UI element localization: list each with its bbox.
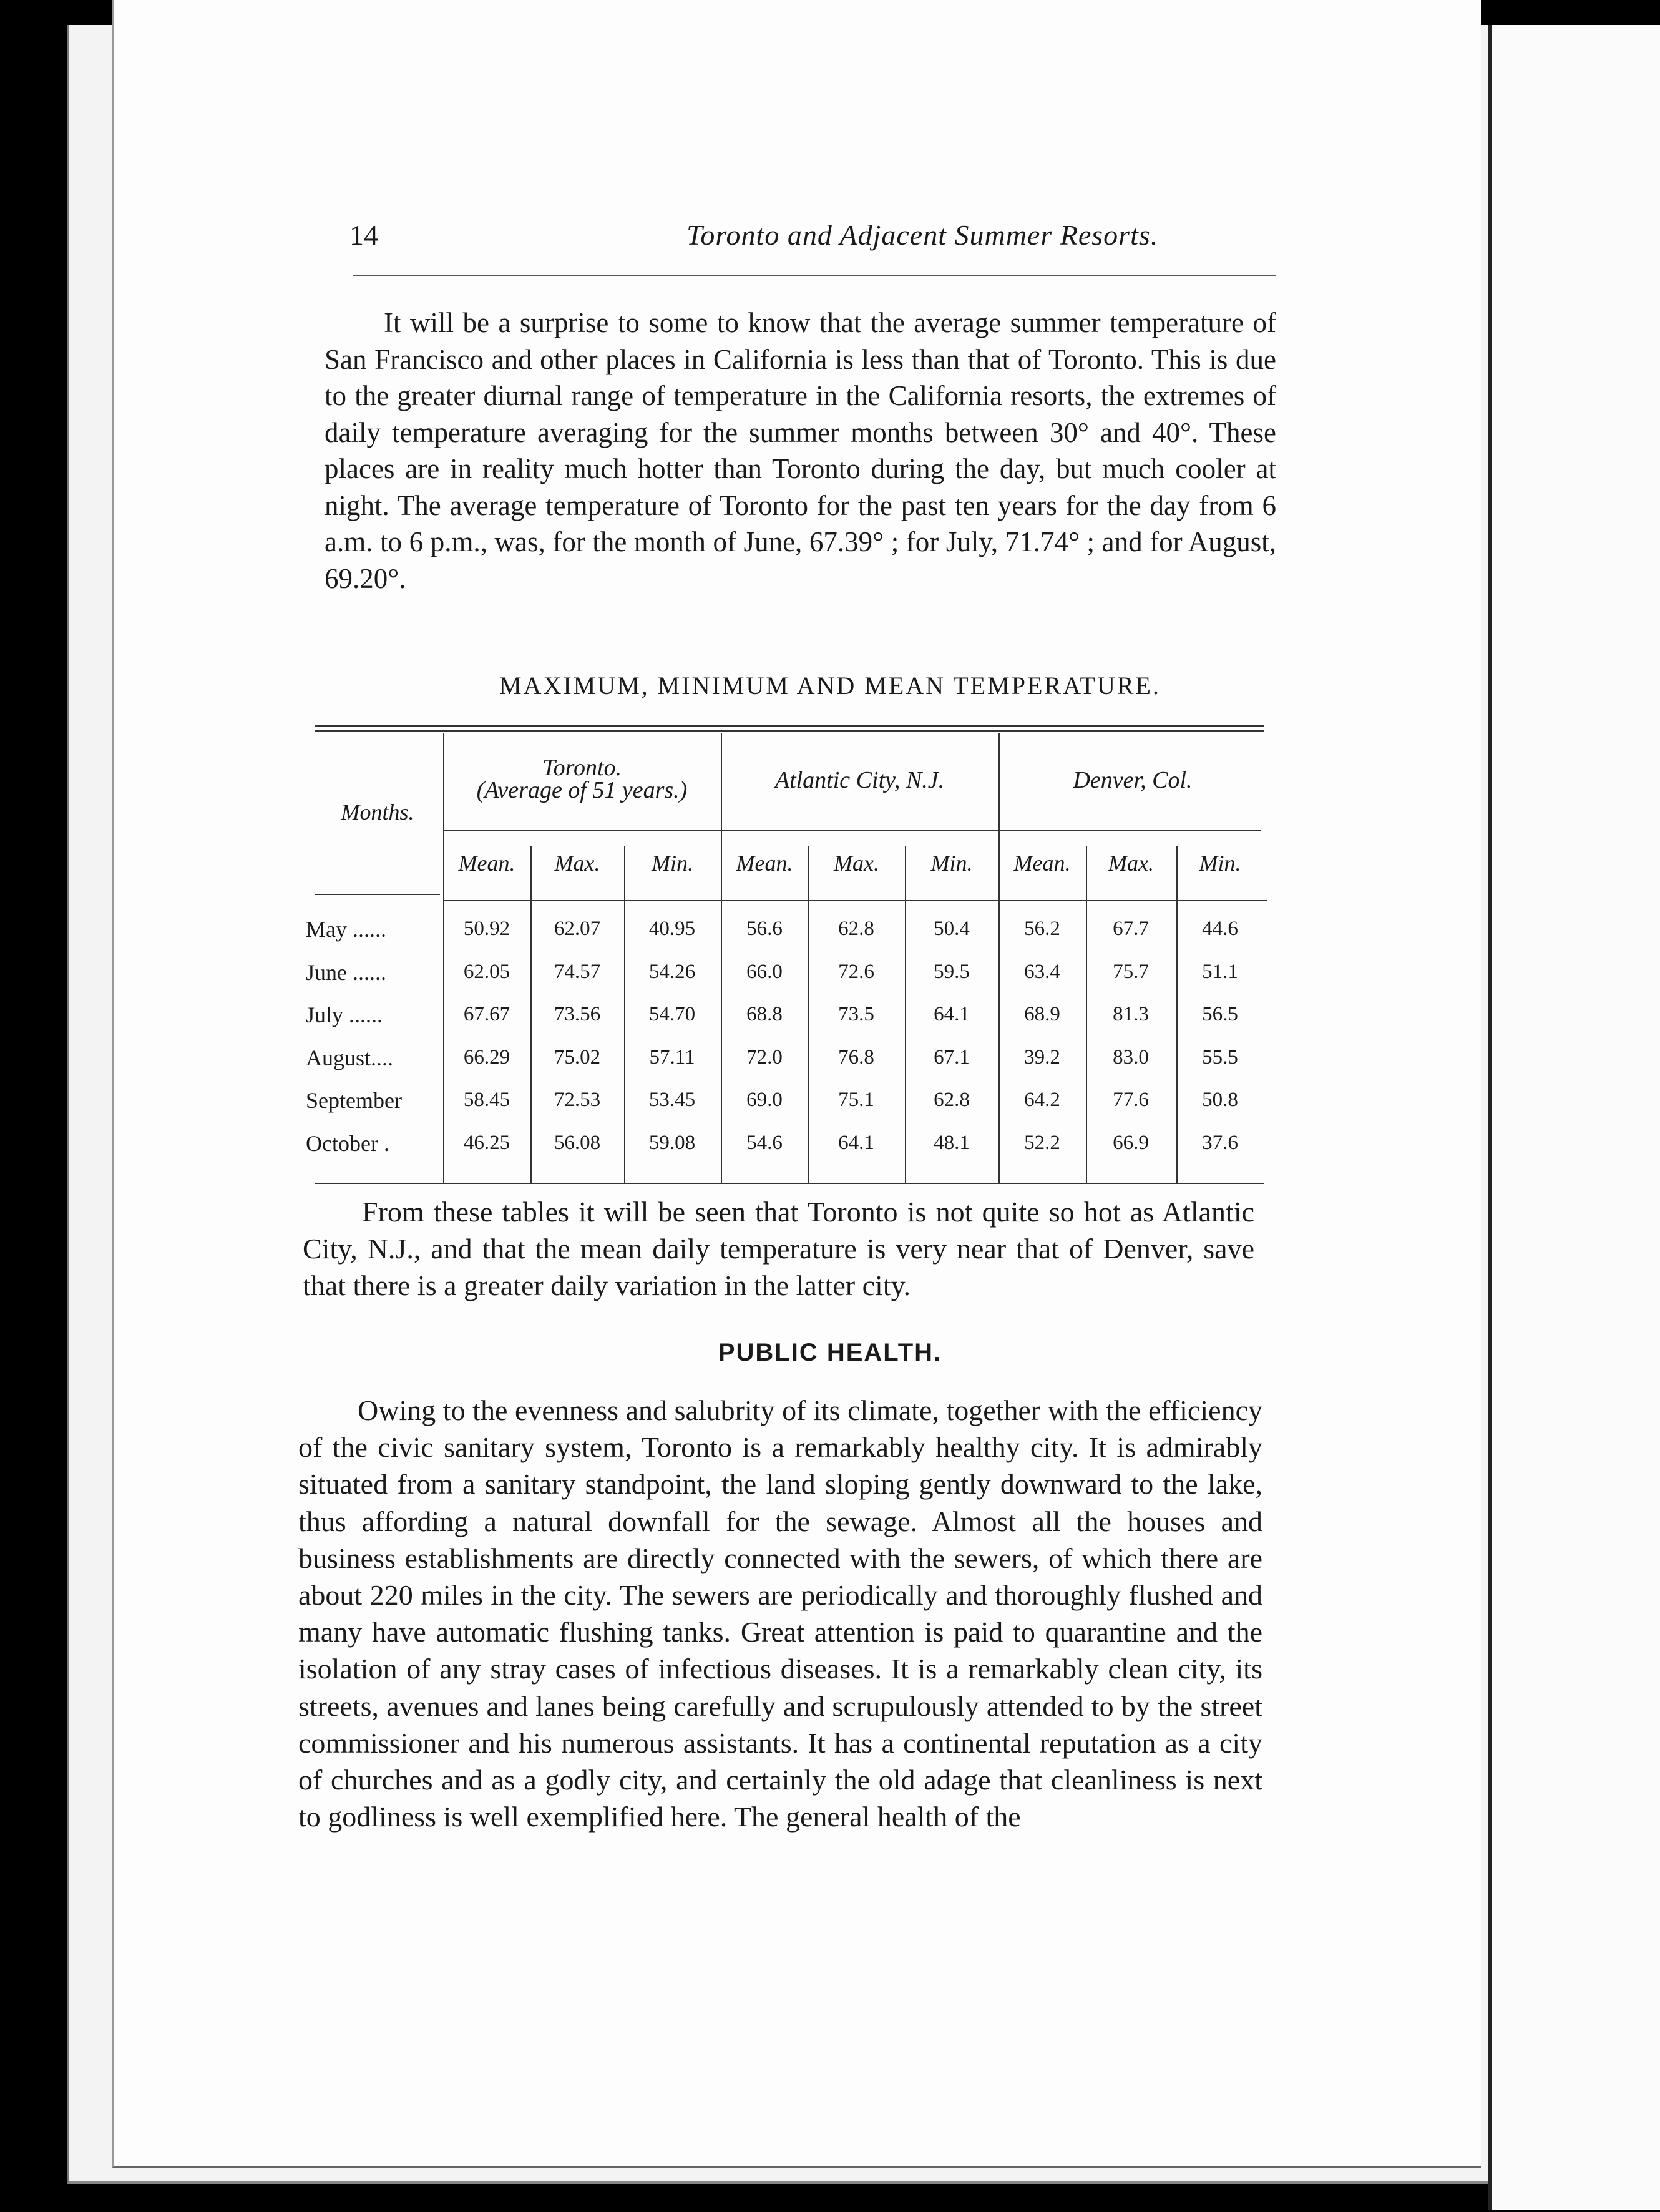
- subheader: Mean.: [458, 851, 515, 876]
- table-cell: 53.45: [648, 1089, 696, 1111]
- header-rule: [353, 275, 1276, 276]
- table-cell: 72.53: [554, 1089, 601, 1111]
- city-name: Atlantic City, N.J.: [774, 767, 945, 793]
- col-divider: [624, 846, 625, 1183]
- table-cell: 50.8: [1202, 1089, 1238, 1111]
- table-cell: 59.5: [934, 960, 970, 983]
- table-cell: 64.1: [838, 1131, 874, 1154]
- table-cell: 75.1: [838, 1089, 874, 1111]
- table-cell: 52.2: [1024, 1131, 1060, 1154]
- col-divider: [530, 846, 532, 1183]
- subheader: Max.: [834, 851, 879, 876]
- table-cell: 37.6: [1202, 1131, 1238, 1154]
- table-cell: 62.8: [934, 1089, 970, 1111]
- table-cell: 51.1: [1202, 960, 1238, 983]
- city-name: Toronto.: [542, 755, 622, 781]
- table-cell: 76.8: [838, 1045, 874, 1069]
- table-cell: 66.9: [1113, 1131, 1149, 1154]
- table-cell: 56.2: [1024, 918, 1060, 940]
- temperature-table: [306, 718, 1270, 1186]
- table-cell: 54.26: [648, 960, 696, 983]
- table-cell: 74.57: [554, 960, 601, 983]
- table-cell: 72.0: [746, 1045, 783, 1069]
- table-cell: 59.08: [648, 1131, 696, 1154]
- table-cell: 55.5: [1202, 1045, 1238, 1069]
- months-header-rule: [315, 894, 440, 895]
- table-cell: 83.0: [1113, 1045, 1149, 1069]
- table-cell: 48.1: [934, 1131, 970, 1154]
- city-header-rule: [443, 830, 1261, 831]
- month-label: July ......: [306, 1002, 383, 1027]
- table-cell: 50.4: [934, 918, 970, 940]
- city-header-denver: [998, 769, 1267, 791]
- col-divider: [1176, 846, 1178, 1183]
- subheader: Mean.: [736, 851, 793, 876]
- subheader: Min.: [930, 851, 973, 876]
- table-cell: 73.5: [838, 1003, 874, 1025]
- month-label: May ......: [306, 917, 386, 942]
- table-cell: 57.11: [649, 1045, 695, 1069]
- table-cell: 67.67: [463, 1003, 510, 1025]
- table-top-rule-2: [315, 730, 1264, 732]
- table-cell: 44.6: [1202, 918, 1238, 940]
- city-header-toronto: [443, 756, 721, 801]
- table-cell: 58.45: [463, 1089, 510, 1111]
- table-cell: 75.02: [554, 1045, 601, 1069]
- table-cell: 46.25: [463, 1131, 510, 1154]
- table-cell: 50.92: [463, 918, 510, 940]
- table-cell: 68.9: [1024, 1003, 1060, 1025]
- months-header: Months.: [341, 800, 414, 825]
- subheader: Min.: [1199, 851, 1241, 876]
- month-label: October .: [306, 1130, 389, 1156]
- subheader: Mean.: [1013, 851, 1071, 876]
- table-cell: 56.6: [746, 918, 783, 940]
- table-cell: 67.1: [934, 1045, 970, 1069]
- subheader: Max.: [554, 851, 600, 876]
- table-top-rule: [315, 725, 1264, 727]
- table-cell: 68.8: [746, 1003, 783, 1025]
- month-label: August....: [306, 1045, 394, 1070]
- table-cell: 64.1: [934, 1003, 970, 1025]
- after-table-paragraph: From these tables it will be seen that Toronto is not quite so hot as Atlantic City, N.J., and that the mean daily temperature is very near that of Denver, save that there is a greater daily variation in the latter city.: [303, 1196, 1254, 1301]
- table-cell: 67.7: [1113, 918, 1149, 940]
- col-divider: [905, 846, 906, 1183]
- table-title: MAXIMUM, MINIMUM AND MEAN TEMPERATURE.: [499, 672, 1161, 700]
- running-head: [250, 218, 1279, 262]
- col-divider: [808, 846, 809, 1183]
- city-header-atlantic-city: [721, 769, 998, 791]
- public-health-paragraph: Owing to the evenness and salubrity of its climate, together with the efficiency of the civic sanitary system, Toronto is a remarkably healthy city. It is admirably situated from a sanitary standpoint, the land sloping gently downward to the lake, thus affording a natural downfall for the sewage. Almost all the houses and business establishments are directly connected with the sewers, of which there are about 220 miles in the city. The sewers are periodically and thoroughly flushed and many have automatic flushing tanks. Great attention is paid to quarantine and the isolation of any stray cases of infectious diseases. It is a remarkably clean city, its streets, avenues and lanes being carefully and scrupulously attended to by the street commissioner and his numerous assistants. It has a continental reputation as a city of churches and as a godly city, and certainly the old adage that cleanliness is next to godliness is well exemplified here. The general health of the: [298, 1394, 1262, 1833]
- city-note: (Average of 51 years.): [476, 777, 688, 803]
- month-label: September: [306, 1088, 402, 1113]
- col-divider: [998, 733, 1000, 1183]
- city-name: Denver, Col.: [1073, 767, 1193, 793]
- table-cell: 62.07: [554, 918, 601, 940]
- table-cell: 56.5: [1202, 1003, 1238, 1025]
- table-cell: 69.0: [746, 1089, 783, 1111]
- table-cell: 40.95: [648, 918, 696, 940]
- section-heading: PUBLIC HEALTH.: [718, 1339, 942, 1366]
- table-cell: 75.7: [1113, 960, 1149, 983]
- table-cell: 62.8: [838, 918, 874, 940]
- page-number: 14: [349, 219, 378, 251]
- table-cell: 72.6: [838, 960, 874, 983]
- intro-paragraph: It will be a surprise to some to know that the average summer temperature of San Francisco and other places in California is less than that of Toronto. This is due to the greater diurnal range of temperature in the California resorts, the extremes of daily temperature averaging for the summer months between 30° and 40°. These places are in reality much hotter than Toronto during the day, but much cooler at night. The average temperature of Toronto for the past ten years for the day from 6 a.m. to 6 p.m., was, for the month of June, 67.39° ; for July, 71.74° ; and for August, 69.20°.: [325, 307, 1276, 594]
- table-cell: 63.4: [1024, 960, 1060, 983]
- table-cell: 62.05: [463, 960, 510, 983]
- running-title: Toronto and Adjacent Summer Resorts.: [686, 219, 1159, 251]
- table-cell: 54.70: [648, 1003, 696, 1025]
- col-divider: [721, 733, 722, 1183]
- table-cell: 54.6: [746, 1131, 783, 1154]
- table-bottom-rule: [315, 1183, 1264, 1184]
- subheader-rule: [443, 900, 1267, 901]
- table-cell: 64.2: [1024, 1089, 1060, 1111]
- subheader: Max.: [1108, 851, 1154, 876]
- table-cell: 66.0: [746, 960, 783, 983]
- table-cell: 39.2: [1024, 1045, 1060, 1069]
- subheader: Min.: [652, 851, 693, 876]
- table-cell: 56.08: [554, 1131, 601, 1154]
- table-cell: 73.56: [554, 1003, 601, 1025]
- table-cell: 66.29: [463, 1045, 510, 1069]
- col-divider: [1086, 846, 1087, 1183]
- table-cell: 81.3: [1113, 1003, 1149, 1025]
- table-cell: 77.6: [1113, 1089, 1149, 1111]
- month-label: June ......: [306, 959, 386, 985]
